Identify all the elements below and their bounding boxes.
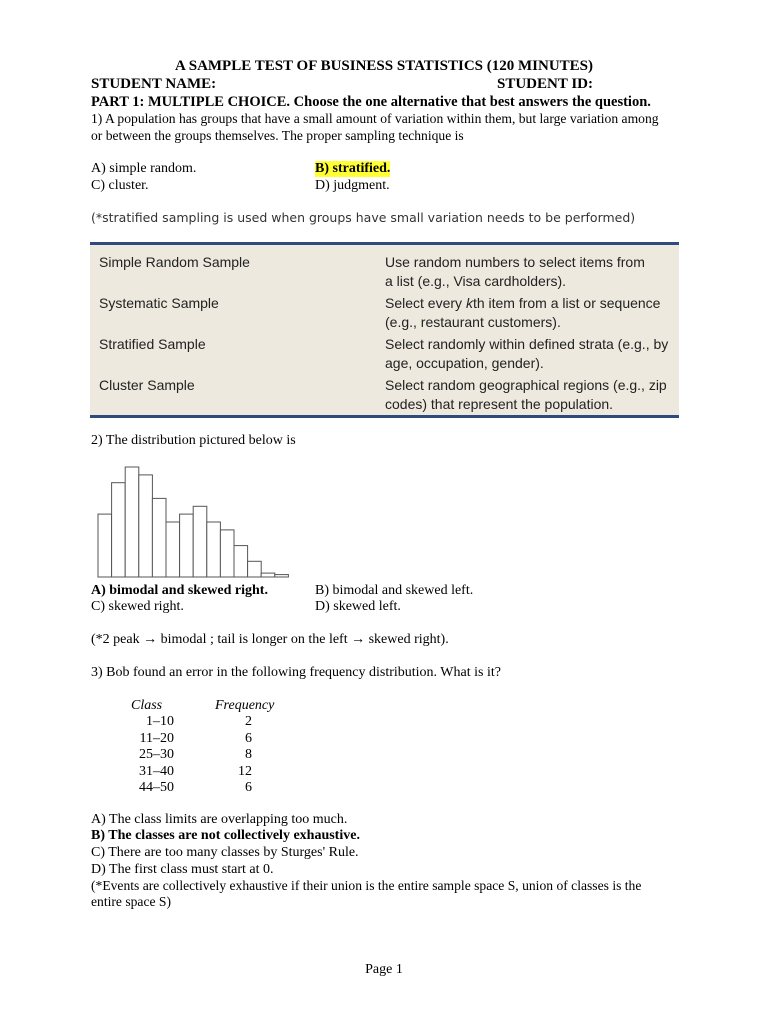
q2-option-b: B) bimodal and skewed left.	[315, 583, 474, 598]
freq-cell: 6	[245, 731, 252, 746]
histogram-bar	[98, 514, 112, 577]
histogram-bar	[234, 546, 248, 577]
student-id-label: STUDENT ID:	[497, 76, 593, 92]
table-row-name: Systematic Sample	[99, 295, 219, 311]
histogram-bar	[248, 561, 262, 577]
desc-text: Select every	[385, 295, 466, 311]
q3-option-c: C) There are too many classes by Sturges' Rule.	[91, 845, 359, 860]
page-number: Page 1	[365, 962, 403, 977]
q1-option-b-answer: B) stratified.	[315, 161, 391, 176]
freq-cell: 6	[245, 780, 252, 795]
table-row-desc-line2: (e.g., restaurant customers).	[385, 314, 561, 330]
q3-note-line1: (*Events are collectively exhaustive if their union is the entire sample space S, union of classes is the	[91, 878, 642, 893]
desc-k-italic: k	[465, 295, 473, 311]
q1-option-d: D) judgment.	[315, 178, 390, 193]
histogram-bar	[207, 522, 221, 577]
q1-stem-line2: or between the groups themselves. The proper sampling technique is	[91, 128, 464, 143]
table-row-desc-line2: age, occupation, gender).	[385, 355, 544, 371]
q3-option-b-answer: B) The classes are not collectively exhaustive.	[91, 828, 360, 843]
q2-note: (*2 peak → bimodal ; tail is longer on the left → skewed right).	[91, 632, 449, 647]
histogram-bar	[220, 530, 234, 577]
q2-stem: 2) The distribution pictured below is	[91, 433, 296, 448]
class-cell: 1–10	[146, 714, 174, 729]
table-row-desc-line1: Use random numbers to select items from	[385, 254, 645, 270]
q1-note: (*stratified sampling is used when groups have small variation needs to be performed)	[91, 210, 636, 225]
histogram-bar	[125, 467, 139, 577]
histogram-bar	[152, 498, 166, 577]
part1-instructions: PART 1: MULTIPLE CHOICE. Choose the one alternative that best answers the question.	[91, 94, 651, 110]
histogram-chart	[90, 462, 300, 582]
col-header-frequency: Frequency	[215, 698, 275, 713]
q2-option-c: C) skewed right.	[91, 599, 184, 614]
table-row-desc-line1: Select randomly within defined strata (e.g., by	[385, 336, 669, 352]
class-cell: 31–40	[139, 764, 174, 779]
q1-option-a: A) simple random.	[91, 161, 197, 176]
table-row-desc-line1	[385, 294, 660, 313]
table-row-desc-line2: codes) that represent the population.	[385, 396, 614, 412]
table-row-desc-line1: Select random geographical regions (e.g., zip	[385, 377, 667, 393]
histogram-bar	[193, 506, 207, 577]
table-row-name: Simple Random Sample	[99, 254, 250, 270]
q3-note-line2: entire space S)	[91, 894, 172, 909]
q3-option-d: D) The first class must start at 0.	[91, 862, 274, 877]
class-cell: 25–30	[139, 747, 174, 762]
q3-option-a: A) The class limits are overlapping too much.	[91, 812, 348, 827]
q1-stem-line1: 1) A population has groups that have a small amount of variation within them, but large variation among	[91, 111, 659, 126]
student-name-label: STUDENT NAME:	[91, 76, 217, 92]
histogram-bar	[112, 483, 126, 577]
q2-option-a-answer: A) bimodal and skewed right.	[91, 583, 268, 598]
freq-cell: 12	[238, 764, 252, 779]
q1-option-c: C) cluster.	[91, 178, 149, 193]
page-title: A SAMPLE TEST OF BUSINESS STATISTICS (120 MINUTES)	[174, 58, 594, 74]
sampling-methods-table	[90, 242, 679, 418]
class-cell: 11–20	[139, 731, 174, 746]
col-header-class: Class	[131, 698, 163, 713]
freq-cell: 2	[245, 714, 252, 729]
table-row-desc-line2: a list (e.g., Visa cardholders).	[385, 273, 567, 289]
desc-text: th item from a list or sequence	[472, 295, 661, 311]
histogram-bar	[261, 573, 275, 577]
table-row-name: Stratified Sample	[99, 336, 206, 352]
histogram-bar	[166, 522, 180, 577]
freq-cell: 8	[245, 747, 252, 762]
histogram-bar	[139, 475, 153, 577]
table-row-name: Cluster Sample	[99, 377, 195, 393]
q2-option-d: D) skewed left.	[315, 599, 401, 614]
q3-stem: 3) Bob found an error in the following frequency distribution. What is it?	[91, 665, 501, 680]
histogram-bar	[180, 514, 194, 577]
class-cell: 44–50	[139, 780, 174, 795]
